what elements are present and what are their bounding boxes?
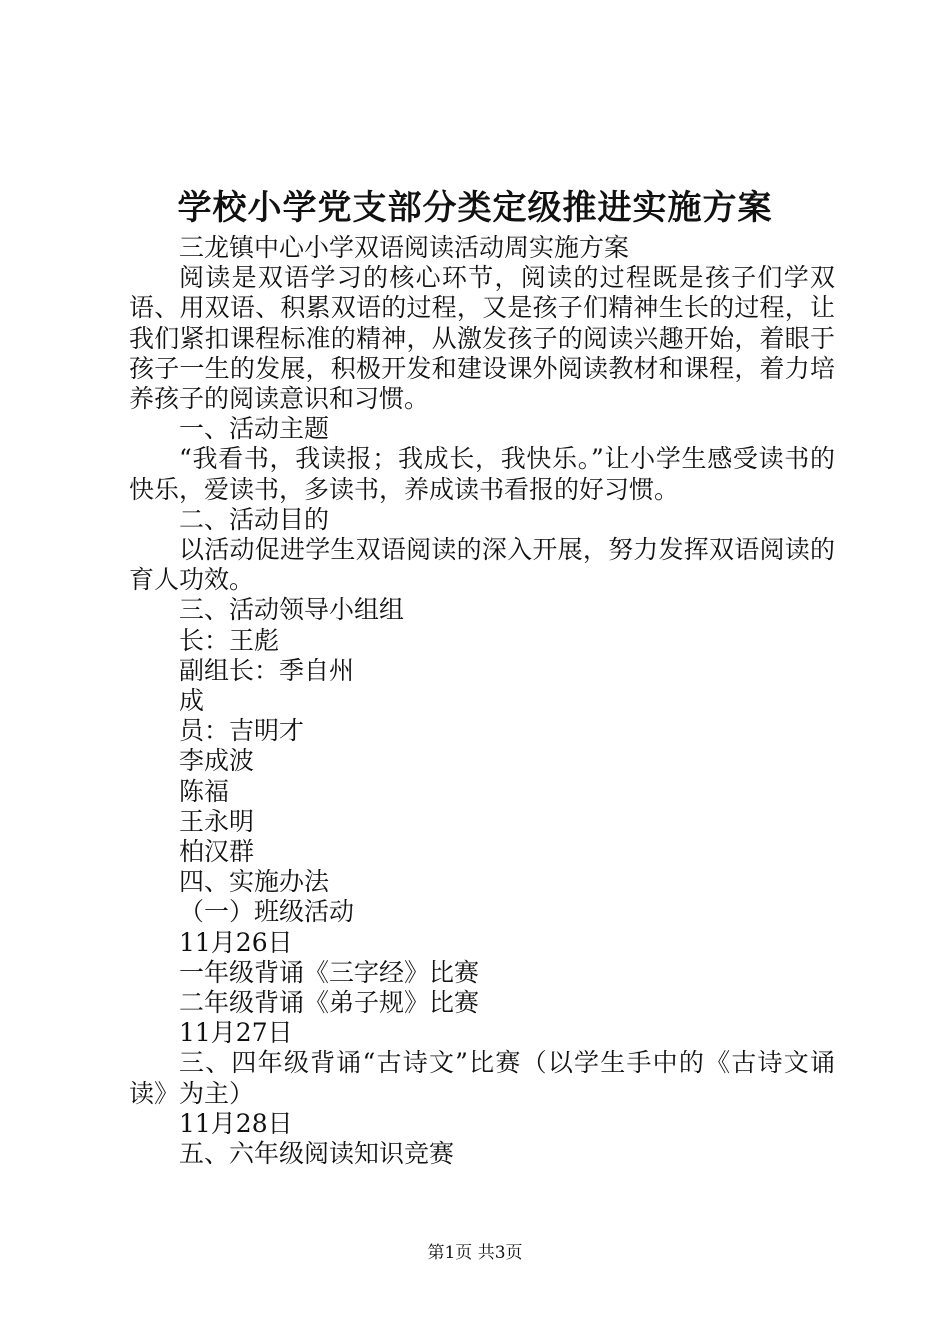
paragraph: 长：王彪 <box>179 625 280 655</box>
paragraph: 李成波 <box>179 746 255 776</box>
paragraph: 二年级背诵《弟子规》比赛 <box>179 988 480 1018</box>
section-heading: 三、活动领导小组组 <box>179 595 405 625</box>
paragraph: 陈福 <box>179 776 230 806</box>
date-line: 11月28日 <box>179 1108 293 1138</box>
paragraph: 阅读是双语学习的核心环节，阅读的过程既是孩子们学双语、用双语、积累双语的过程，又是孩子们精神生长的过程，让我们紧扣课程标准的精神，从激发孩子的阅读兴趣开始，着眼于孩子一生的发展，积极开发和建设课外阅读教材和课程，着力培养孩子的阅读意识和习惯。 <box>129 263 835 414</box>
document-title: 学校小学党支部分类定级推进实施方案 <box>177 188 773 228</box>
section-heading: 一、活动主题 <box>179 414 330 444</box>
paragraph: 王永明 <box>179 806 255 836</box>
paragraph: “我看书，我读报；我成长，我快乐。”让小学生感受读书的快乐，爱读书，多读书，养成读书看报的好习惯。 <box>129 444 835 504</box>
paragraph: 柏汉群 <box>179 837 255 867</box>
paragraph: 一年级背诵《三字经》比赛 <box>179 957 480 987</box>
page-number-footer: 第1页 共3页 <box>427 1243 523 1263</box>
paragraph: 三、四年级背诵“古诗文”比赛（以学生手中的《古诗文诵读》为主） <box>129 1048 835 1108</box>
section-heading: 二、活动目的 <box>179 504 330 534</box>
paragraph: 三龙镇中心小学双语阅读活动周实施方案 <box>179 233 630 262</box>
paragraph: 员：吉明才 <box>179 716 305 746</box>
paragraph: 副组长：季自州 <box>179 655 355 685</box>
date-line: 11月27日 <box>179 1018 293 1048</box>
date-line: 11月26日 <box>179 927 293 957</box>
paragraph: 以活动促进学生双语阅读的深入开展，努力发挥双语阅读的育人功效。 <box>129 535 835 595</box>
paragraph: 五、六年级阅读知识竞赛 <box>179 1139 455 1169</box>
paragraph: 成 <box>179 686 205 716</box>
document-body <box>129 233 835 1169</box>
section-heading: 四、实施办法 <box>179 867 330 897</box>
subsection-heading: （一）班级活动 <box>179 897 355 927</box>
